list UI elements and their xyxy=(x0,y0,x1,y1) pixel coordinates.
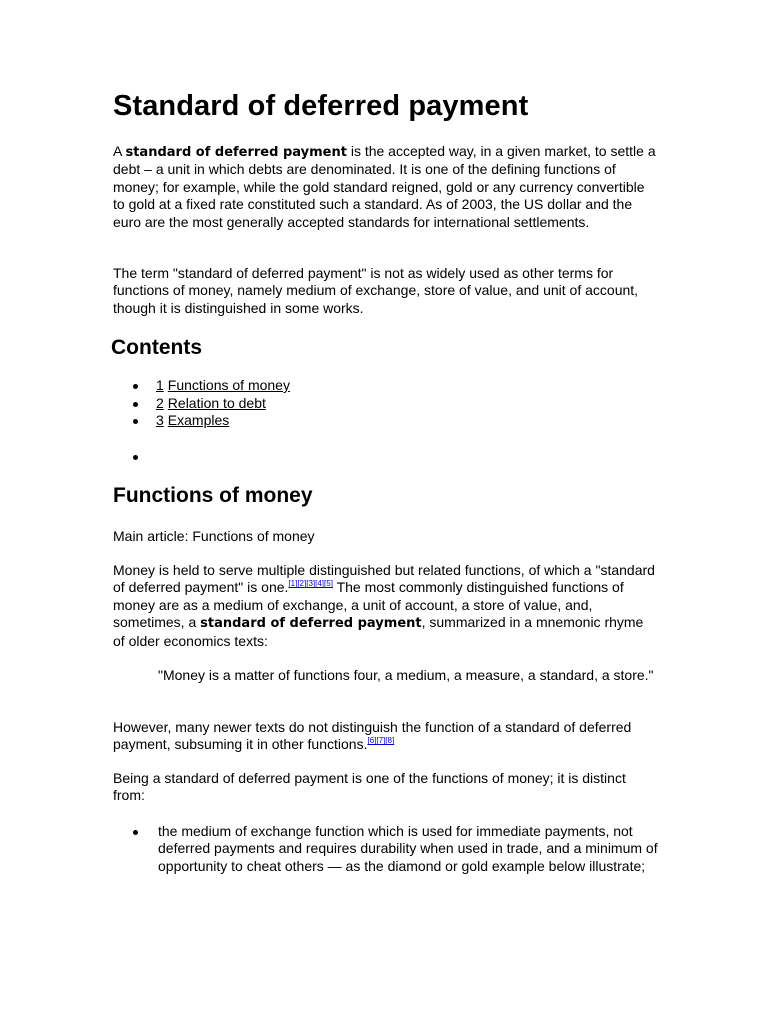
reference-link[interactable]: [4] xyxy=(315,579,325,589)
toc-number[interactable]: 3 xyxy=(156,412,164,428)
reference-link[interactable]: [8] xyxy=(385,736,395,746)
text: The most commonly distinguished functions of money are as a medium of exchange, a unit of account, a store of value, and, sometimes, a xyxy=(113,579,624,631)
section-heading-functions-of-money: Functions of money xyxy=(113,484,313,507)
bullet-list xyxy=(113,823,658,875)
toc-number[interactable]: 2 xyxy=(156,394,164,411)
page-title: Standard of deferred payment xyxy=(113,90,529,122)
reference-link[interactable]: [1] xyxy=(288,579,298,589)
intro-paragraph-1 xyxy=(113,143,658,231)
intro-paragraph-2: The term "standard of deferred payment" is not as widely used as other terms for functions of money, namely medium of exchange, store of value, and unit of account, though it is distinguished in some works. xyxy=(113,265,639,316)
bullet-icon xyxy=(133,384,138,389)
section-paragraph-3: Being a standard of deferred payment is one of the functions of money; it is distinct from: xyxy=(113,770,626,804)
reference-link[interactable]: [5] xyxy=(324,579,333,589)
references xyxy=(288,579,333,588)
text: is the accepted way, in a given market, to settle a debt – a unit in which debts are denominated. It is one of the defining functions of money; for example, while the gold standard reigned, gold or any currency convertible to gold at a fixed rate constituted such a standard. As of 2003, the US dollar and the euro are the most generally accepted standards for international settlements. xyxy=(113,143,656,230)
toc-item[interactable] xyxy=(113,377,290,395)
bullet-icon xyxy=(133,455,138,460)
text: Money is held to serve multiple distinguished but related functions, of which a "standard of deferred payment" is one. xyxy=(113,562,655,596)
reference-link[interactable]: [3] xyxy=(306,579,316,589)
references xyxy=(367,736,394,745)
bullet-icon xyxy=(133,830,138,835)
bullet-icon xyxy=(133,402,138,407)
table-of-contents xyxy=(113,377,290,430)
list-item-text: the medium of exchange function which is used for immediate payments, not deferred payments and requires durability when used in trade, and a minimum of opportunity to cheat others — as the diamond or gold example below illustrate; xyxy=(158,823,658,874)
toc-item[interactable] xyxy=(113,412,290,430)
toc-item[interactable] xyxy=(113,395,290,413)
toc-link-relation-to-debt[interactable]: Relation to debt xyxy=(167,394,266,411)
text: A xyxy=(113,143,126,159)
section-paragraph-1 xyxy=(113,562,658,650)
bullet-icon xyxy=(133,419,138,424)
text: , summarized in a mnemonic rhyme of older economics texts: xyxy=(113,614,644,649)
toc-number[interactable]: 1 xyxy=(156,377,164,393)
list-item xyxy=(113,823,658,875)
toc-link-examples[interactable]: Examples xyxy=(167,412,230,428)
toc-link-functions-of-money[interactable]: Functions of money xyxy=(167,377,290,393)
block-quote: "Money is a matter of functions four, a medium, a measure, a standard, a store." xyxy=(158,667,654,683)
section-paragraph-2 xyxy=(113,719,658,754)
main-article-note: Main article: Functions of money xyxy=(113,528,315,544)
bold-term: standard of deferred payment xyxy=(200,616,422,632)
reference-link[interactable]: [6] xyxy=(367,736,377,746)
contents-heading: Contents xyxy=(111,336,202,359)
text: However, many newer texts do not distinguish the function of a standard of deferred payment, subsuming it in other functions. xyxy=(113,719,632,753)
reference-link[interactable]: [7] xyxy=(376,736,386,746)
reference-link[interactable]: [2] xyxy=(297,579,307,589)
bold-term: standard of deferred payment xyxy=(125,145,347,160)
